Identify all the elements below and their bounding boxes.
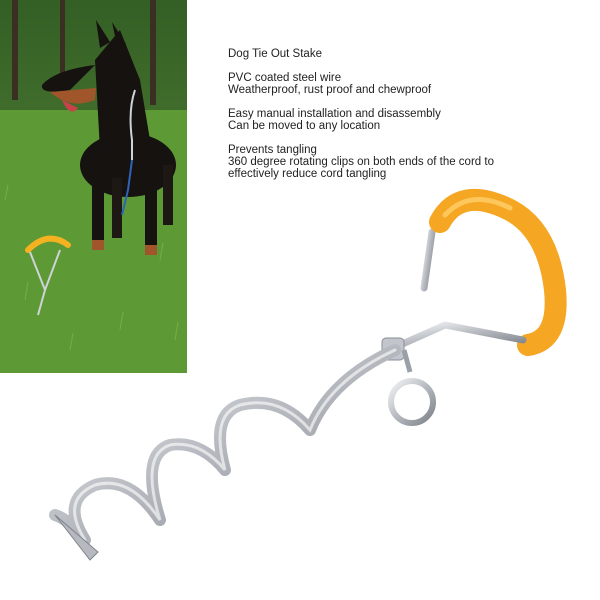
rotating-ring: [391, 381, 433, 423]
swivel: [382, 338, 404, 360]
product-photo: [0, 0, 187, 373]
orange-grip: [440, 200, 556, 345]
dog-photo-illustration: [0, 0, 187, 373]
feature-installation: [228, 108, 588, 132]
steel-peg: [424, 232, 432, 288]
feature-line: Weatherproof, rust proof and chewproof: [228, 84, 432, 96]
feature-line: Can be moved to any location: [228, 120, 381, 132]
steel-arm: [400, 325, 523, 345]
feature-line: Dog Tie Out Stake: [228, 48, 322, 60]
feature-line: PVC coated steel wire: [228, 72, 342, 84]
feature-material: [228, 72, 588, 96]
spiral-shaft: [55, 350, 395, 540]
feature-line: 360 degree rotating clips on both ends of the cord to: [228, 156, 494, 168]
spiral-tip: [55, 515, 98, 560]
feature-list: [228, 48, 588, 192]
feature-tangling: [228, 144, 588, 180]
feature-title: [228, 48, 588, 60]
feature-line: Prevents tangling: [228, 144, 317, 156]
feature-line: effectively reduce cord tangling: [228, 168, 387, 180]
feature-line: Easy manual installation and disassembly: [228, 108, 441, 120]
